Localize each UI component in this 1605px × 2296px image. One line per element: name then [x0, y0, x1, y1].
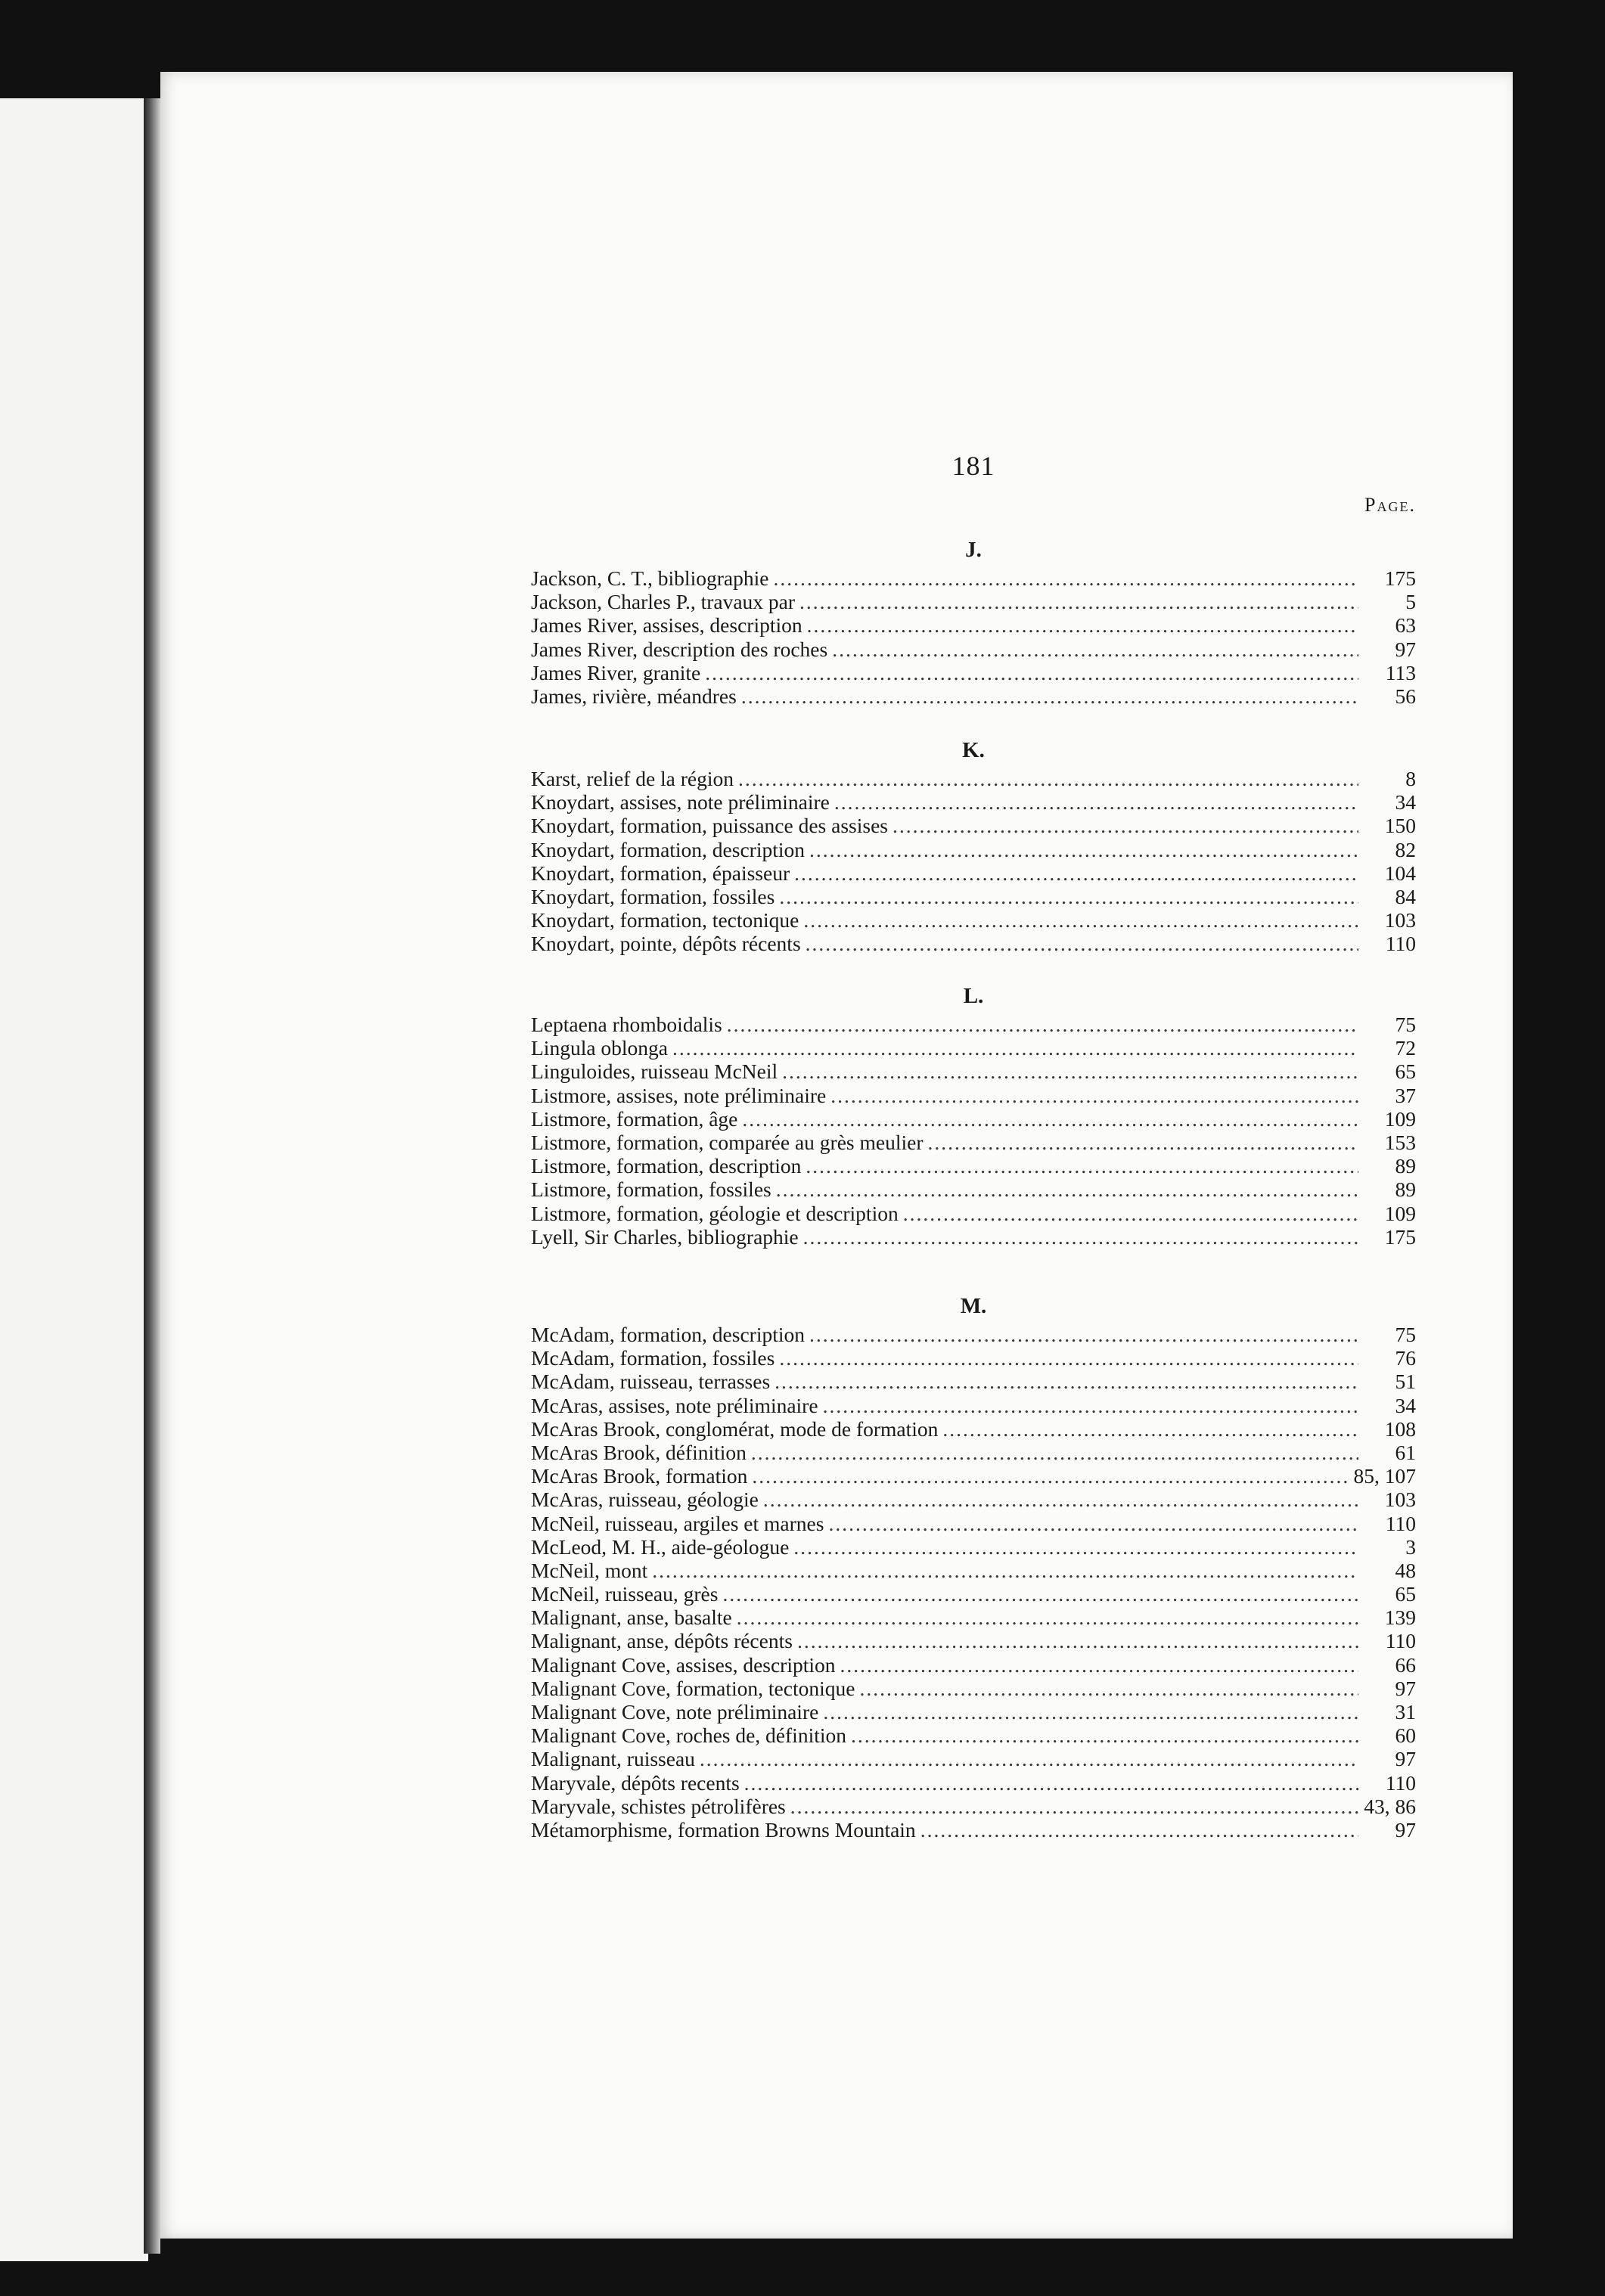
- index-entry: [531, 1323, 1416, 1346]
- index-entry-page-ref: 61: [1395, 1440, 1416, 1464]
- index-entry: [531, 1724, 1416, 1747]
- dot-leader: [782, 1060, 1358, 1083]
- index-entry-term: Knoydart, pointe, dépôts récents: [531, 932, 801, 956]
- index-entry-term: Listmore, formation, fossiles: [531, 1177, 771, 1202]
- index-entry-term: Malignant Cove, assises, description: [531, 1652, 836, 1677]
- index-entry: [531, 1653, 1416, 1677]
- index-entry: [531, 1559, 1416, 1582]
- index-entry: [531, 1225, 1416, 1249]
- index-entry-page-ref: 110: [1385, 1629, 1416, 1653]
- index-entry-term: Knoydart, formation, description: [531, 837, 805, 861]
- index-entry-page-ref: 153: [1384, 1130, 1416, 1154]
- index-entry-term: McAras, assises, note préliminaire: [531, 1393, 818, 1417]
- index-entry-page-ref: 66: [1395, 1652, 1416, 1677]
- dot-leader: [809, 838, 1358, 861]
- index-entry-page-ref: 65: [1395, 1060, 1416, 1084]
- index-entry-page-ref: 97: [1395, 1817, 1416, 1841]
- index-entry-term: Knoydart, formation, épaisseur: [531, 861, 790, 885]
- index-entry-term: Malignant Cove, formation, tectonique: [531, 1676, 855, 1700]
- index-entry: [531, 1394, 1416, 1417]
- dot-leader: [722, 1582, 1358, 1606]
- index-entry-term: Maryvale, schistes pétrolifères: [531, 1794, 786, 1818]
- index-entry-page-ref: 85, 107: [1353, 1464, 1416, 1488]
- index-section-j: [531, 533, 1416, 708]
- index-entry-term: Knoydart, formation, fossiles: [531, 884, 775, 908]
- index-entry: [531, 590, 1416, 613]
- index-entry-page-ref: 97: [1395, 637, 1416, 661]
- index-entry-page-ref: 34: [1395, 1393, 1416, 1417]
- section-letter: K.: [962, 738, 985, 762]
- section-entries: [531, 767, 1416, 956]
- dot-leader: [779, 885, 1358, 908]
- index-entry-page-ref: 60: [1395, 1724, 1416, 1748]
- index-entry-page-ref: 110: [1385, 1770, 1416, 1795]
- index-entry-page-ref: 108: [1384, 1416, 1416, 1441]
- index-entry: [531, 1488, 1416, 1511]
- index-entry-page-ref: 97: [1395, 1747, 1416, 1771]
- index-entry: [531, 1177, 1416, 1201]
- index-entry: [531, 1700, 1416, 1724]
- dot-leader: [742, 1107, 1358, 1131]
- index-entry-term: McAdam, formation, description: [531, 1323, 805, 1346]
- dot-leader: [807, 613, 1358, 637]
- page-number: 181: [952, 451, 995, 481]
- dot-leader: [823, 1700, 1358, 1724]
- index-entry-page-ref: 104: [1384, 861, 1416, 885]
- page-column-heading: Page.: [1364, 494, 1416, 516]
- index-entry-term: McAras Brook, conglomérat, mode de formation: [531, 1416, 939, 1441]
- index-entry: [531, 908, 1416, 932]
- index-entry-term: Leptaena rhomboidalis: [531, 1013, 722, 1036]
- index-entry-page-ref: 150: [1384, 814, 1416, 838]
- index-entry-term: Listmore, formation, âge: [531, 1106, 738, 1131]
- index-entry-term: Listmore, formation, comparée au grès meulier: [531, 1130, 924, 1154]
- dot-leader: [803, 908, 1358, 932]
- index-entry-page-ref: 72: [1395, 1036, 1416, 1060]
- dot-leader: [809, 1323, 1358, 1346]
- index-entry-page-ref: 110: [1385, 1511, 1416, 1535]
- dot-leader: [763, 1488, 1358, 1511]
- index-entry: [531, 1677, 1416, 1700]
- index-entry-term: McAras, ruisseau, géologie: [531, 1488, 759, 1512]
- index-entry-page-ref: 65: [1395, 1582, 1416, 1606]
- index-section-l: [531, 979, 1416, 1249]
- index-entry-term: McNeil, ruisseau, grès: [531, 1582, 719, 1606]
- index-entry-page-ref: 5: [1405, 590, 1416, 614]
- index-entry: [531, 1370, 1416, 1393]
- section-letter: J.: [965, 538, 982, 562]
- index-entry-term: Linguloides, ruisseau McNeil: [531, 1060, 778, 1084]
- dot-leader: [793, 1535, 1358, 1559]
- dot-leader: [738, 767, 1358, 790]
- dot-leader: [851, 1724, 1358, 1747]
- dot-leader: [823, 1394, 1358, 1417]
- section-letter: L.: [963, 984, 984, 1008]
- index-entry-term: Jackson, C. T., bibliographie: [531, 566, 769, 590]
- dot-leader: [751, 1441, 1358, 1464]
- dot-leader: [832, 638, 1358, 661]
- dot-leader: [752, 1464, 1349, 1488]
- index-entry: [531, 1036, 1416, 1060]
- index-entry: [531, 1795, 1416, 1818]
- index-entry-page-ref: 109: [1384, 1106, 1416, 1131]
- section-entries: [531, 566, 1416, 708]
- index-entry-term: McAdam, ruisseau, terrasses: [531, 1370, 771, 1394]
- dot-leader: [859, 1677, 1358, 1700]
- index-entry: [531, 1154, 1416, 1177]
- index-entry: [531, 838, 1416, 861]
- index-entry-page-ref: 89: [1395, 1177, 1416, 1202]
- index-entry-page-ref: 89: [1395, 1154, 1416, 1178]
- section-entries: [531, 1323, 1416, 1841]
- index-entry-term: Jackson, Charles P., travaux par: [531, 590, 796, 614]
- index-entry-term: Malignant Cove, roches de, définition: [531, 1724, 846, 1748]
- index-section-k: [531, 734, 1416, 956]
- dot-leader: [794, 861, 1358, 885]
- dot-leader: [790, 1795, 1358, 1818]
- index-entry-page-ref: 82: [1395, 837, 1416, 861]
- index-entry-term: Malignant, anse, basalte: [531, 1606, 732, 1630]
- dot-leader: [828, 1512, 1358, 1535]
- index-entry-page-ref: 34: [1395, 790, 1416, 814]
- dot-leader: [672, 1036, 1358, 1060]
- dot-leader: [803, 1225, 1358, 1249]
- index-entry-page-ref: 139: [1384, 1606, 1416, 1630]
- dot-leader: [806, 932, 1358, 955]
- index-entry: [531, 1606, 1416, 1629]
- index-entry: [531, 814, 1416, 837]
- index-entry-page-ref: 37: [1395, 1083, 1416, 1107]
- index-page: [160, 72, 1513, 2239]
- index-entry: [531, 885, 1416, 908]
- index-entry-page-ref: 110: [1385, 932, 1416, 956]
- index-entry-term: Listmore, formation, géologie et description: [531, 1201, 899, 1225]
- index-entry-term: James, rivière, méandres: [531, 684, 737, 708]
- index-entry: [531, 1202, 1416, 1225]
- dot-leader: [830, 1084, 1358, 1107]
- index-entry: [531, 1818, 1416, 1841]
- index-entry-page-ref: 48: [1395, 1558, 1416, 1582]
- dot-leader: [903, 1202, 1358, 1225]
- index-entry-page-ref: 113: [1385, 660, 1416, 684]
- index-entry-page-ref: 97: [1395, 1676, 1416, 1700]
- index-entry: [531, 1013, 1416, 1036]
- index-entry-page-ref: 103: [1384, 1488, 1416, 1512]
- index-entry-term: James River, description des roches: [531, 637, 828, 661]
- index-entry-term: Listmore, formation, description: [531, 1154, 802, 1178]
- index-entry: [531, 613, 1416, 637]
- dot-leader: [705, 661, 1358, 684]
- index-entry-term: Knoydart, formation, puissance des assises: [531, 814, 888, 838]
- index-entry-term: Lyell, Sir Charles, bibliographie: [531, 1224, 799, 1249]
- index-entry: [531, 1747, 1416, 1770]
- index-entry-term: McAras Brook, définition: [531, 1440, 747, 1464]
- index-entry-page-ref: 8: [1405, 767, 1416, 790]
- dot-leader: [834, 790, 1358, 814]
- index-entry: [531, 1771, 1416, 1795]
- index-entry: [531, 1629, 1416, 1652]
- index-entry-page-ref: 43, 86: [1364, 1794, 1416, 1818]
- dot-leader: [776, 1177, 1358, 1201]
- index-entry-page-ref: 75: [1395, 1013, 1416, 1036]
- dot-leader: [942, 1417, 1358, 1441]
- index-entry: [531, 684, 1416, 708]
- index-entry-term: James River, assises, description: [531, 613, 802, 638]
- book-gutter: [144, 98, 160, 2254]
- index-entry: [531, 1346, 1416, 1370]
- index-entry: [531, 566, 1416, 590]
- section-letter: M.: [960, 1294, 987, 1318]
- index-entry-page-ref: 75: [1395, 1323, 1416, 1346]
- index-entry-term: Karst, relief de la région: [531, 767, 734, 790]
- dot-leader: [806, 1154, 1358, 1177]
- dot-leader: [727, 1013, 1358, 1036]
- index-entry-page-ref: 56: [1395, 684, 1416, 708]
- index-entry-page-ref: 84: [1395, 884, 1416, 908]
- dot-leader: [652, 1559, 1358, 1582]
- index-entry-term: McLeod, M. H., aide-géologue: [531, 1534, 790, 1559]
- index-entry: [531, 1582, 1416, 1606]
- index-entry-term: Knoydart, formation, tectonique: [531, 908, 799, 932]
- dot-leader: [840, 1653, 1358, 1677]
- index-entry: [531, 1131, 1416, 1154]
- index-entry: [531, 1464, 1416, 1488]
- index-entry: [531, 1060, 1416, 1083]
- dot-leader: [775, 1370, 1358, 1393]
- index-entry-term: Malignant, ruisseau: [531, 1747, 695, 1771]
- index-entry-page-ref: 103: [1384, 908, 1416, 932]
- index-entry: [531, 1535, 1416, 1559]
- facing-page-edge: [0, 98, 148, 2261]
- index-entry-term: Métamorphisme, formation Browns Mountain: [531, 1817, 916, 1841]
- index-entry: [531, 1512, 1416, 1535]
- index-entry-term: Knoydart, assises, note préliminaire: [531, 790, 830, 814]
- index-entry: [531, 638, 1416, 661]
- index-entry: [531, 1441, 1416, 1464]
- index-entry-term: James River, granite: [531, 660, 701, 684]
- index-entry: [531, 1417, 1416, 1441]
- index-entry-page-ref: 109: [1384, 1201, 1416, 1225]
- index-entry-page-ref: 175: [1384, 566, 1416, 590]
- dot-leader: [928, 1131, 1359, 1154]
- index-entry-term: Lingula oblonga: [531, 1036, 669, 1060]
- index-entry: [531, 661, 1416, 684]
- index-entry-term: McAras Brook, formation: [531, 1464, 748, 1488]
- index-entry: [531, 767, 1416, 790]
- index-entry-term: Malignant Cove, note préliminaire: [531, 1700, 819, 1724]
- index-entry: [531, 1107, 1416, 1131]
- dot-leader: [700, 1747, 1358, 1770]
- dot-leader: [744, 1771, 1358, 1795]
- index-entry-page-ref: 51: [1395, 1370, 1416, 1394]
- index-entry: [531, 790, 1416, 814]
- index-entry-term: Maryvale, dépôts recents: [531, 1770, 740, 1795]
- dot-leader: [741, 684, 1358, 708]
- index-entry-page-ref: 76: [1395, 1346, 1416, 1370]
- index-entry-term: Listmore, assises, note préliminaire: [531, 1083, 827, 1107]
- index-entry-term: Malignant, anse, dépôts récents: [531, 1629, 793, 1653]
- index-entry: [531, 861, 1416, 885]
- index-entry-page-ref: 3: [1405, 1534, 1416, 1559]
- section-entries: [531, 1013, 1416, 1249]
- dot-leader: [773, 566, 1358, 590]
- dot-leader: [920, 1818, 1358, 1841]
- index-entry-term: McNeil, ruisseau, argiles et marnes: [531, 1511, 824, 1535]
- index-entry-term: McNeil, mont: [531, 1558, 648, 1582]
- dot-leader: [893, 814, 1358, 837]
- dot-leader: [797, 1629, 1358, 1652]
- index-section-m: [531, 1289, 1416, 1841]
- index-entry-term: McAdam, formation, fossiles: [531, 1346, 775, 1370]
- dot-leader: [779, 1346, 1358, 1370]
- dot-leader: [799, 590, 1358, 613]
- index-entry: [531, 932, 1416, 955]
- index-entry-page-ref: 175: [1384, 1224, 1416, 1249]
- index-entry-page-ref: 31: [1395, 1700, 1416, 1724]
- index-entry: [531, 1084, 1416, 1107]
- index-entry-page-ref: 63: [1395, 613, 1416, 638]
- dot-leader: [737, 1606, 1358, 1629]
